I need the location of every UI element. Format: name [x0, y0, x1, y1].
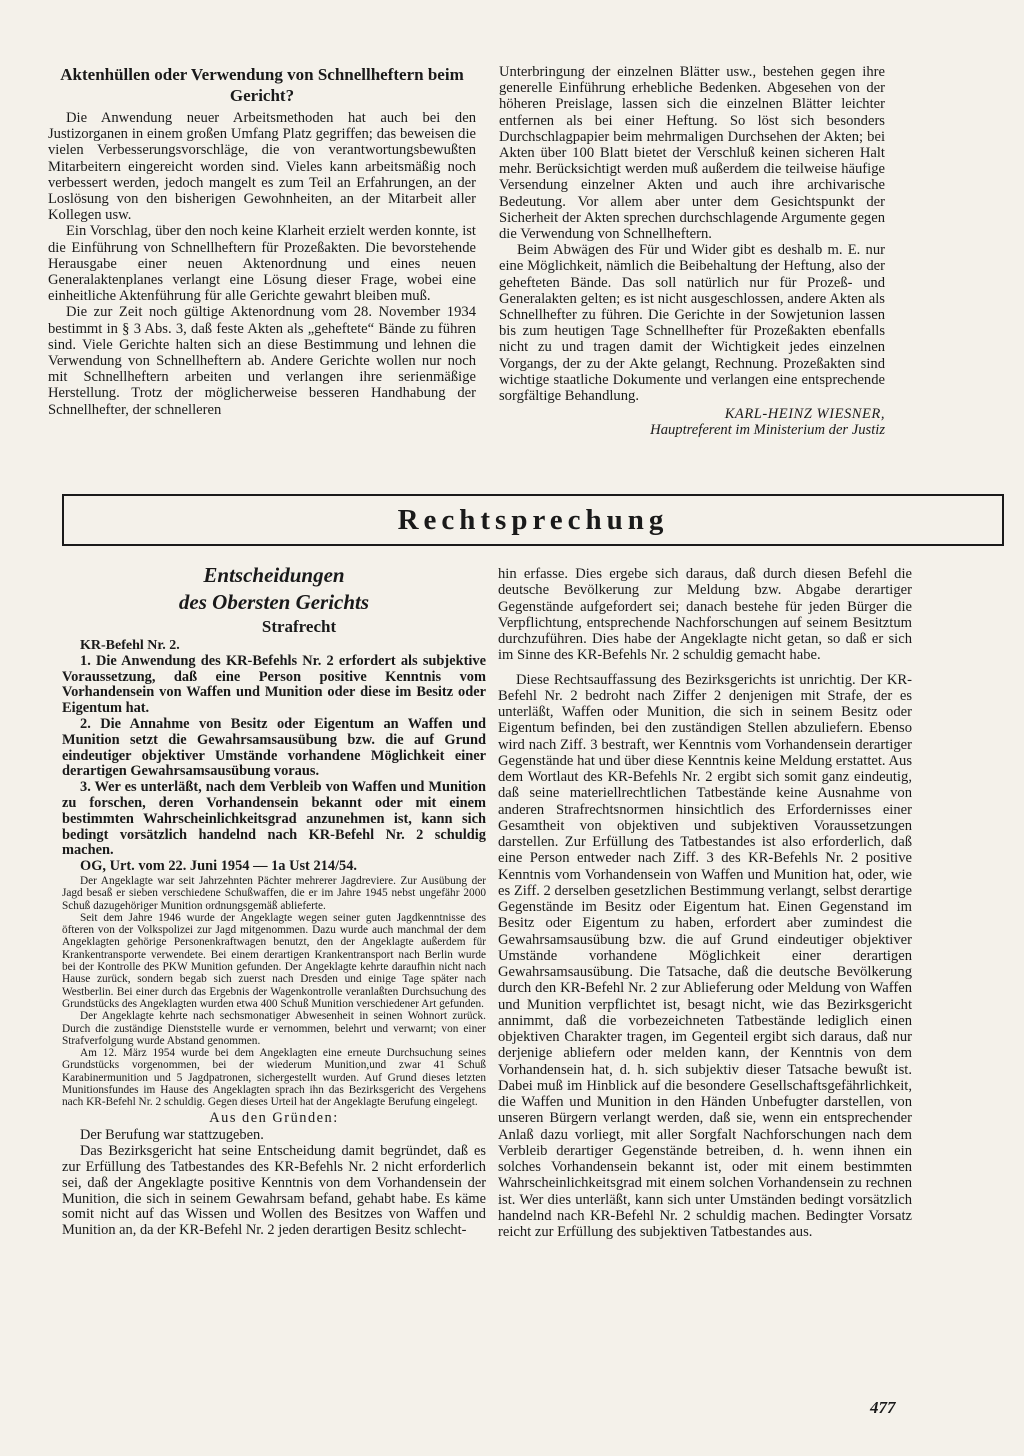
decision-heading: Entscheidungen	[203, 563, 345, 587]
author-name: KARL-HEINZ WIESNER,	[724, 406, 885, 423]
decision-heading: des Obersten Gerichts	[178, 590, 370, 614]
facts-paragraph: Der Angeklagte war seit Jahrzehnten Pächter mehrerer Jagdreviere. Zur Ausübung der Jagd besaß er sieben verschiedene Schußwaffen, die er im Jahre 1945 nebst ungefähr 2000 Schuß dazugehöriger Munition ordnungsgemäß ablieferte.	[62, 874, 486, 912]
article-paragraph: Die Anwendung neuer Arbeitsmethoden hat auch bei den Justizorganen in einem großen Umfang Platz gegriffen; das beweisen die vielen Verbesserungsvorschläge, die von verantwortungsbewußten Mitarbeitern eingereicht worden sind. Vieles kann arbeitsmäßig noch verbessert werden, jedoch mangelt es zum Teil an Erfahrungen, an der Loslösung von den bisherigen Gewohnheiten, an der Mitarbeit aller Kollegen usw.	[48, 110, 476, 224]
facts-paragraph: Am 12. März 1954 wurde bei dem Angeklagten eine erneute Durchsuchung seines Grundstücks vorgenommen, bei der wiederum Munition,und zwar 41 Schuß Karabinermunition und 5 Jagdpatronen, sichergestellt wurden. Auf Grund dieses letzten Munitionsfundes im Hause des Angeklagten sprach ihn das Bezirksgericht des Vergehens nach KR-Befehl Nr. 2 schuldig. Gegen dieses Urteil hat der Angeklagte Berufung eingelegt.	[62, 1047, 486, 1109]
headnote: 1. Die Anwendung des KR-Befehls Nr. 2 erfordert als subjektive Voraussetzung, daß eine Person positive Kenntnis vom Vorhandensein von Waffen und Munition oder diese im Besitz oder Eigentum hat.	[62, 652, 486, 717]
reasons-paragraph: Der Berufung war stattzugeben.	[80, 1127, 264, 1144]
article-title: Aktenhüllen oder Verwendung von Schnellheftern beim Gericht?	[60, 65, 464, 105]
reasons-heading: Aus den Gründen:	[209, 1109, 339, 1126]
decision-subheading: Strafrecht	[261, 617, 337, 636]
article-paragraph: Ein Vorschlag, über den noch keine Klarheit erzielt werden konnte, ist die Einführung von Schnellheftern für Prozeßakten. Die bevorstehende Herausgabe einer neuen Aktenordnung und eines neuen Generalaktenplanes verlangt eine Lösung dieser Frage, wobei eine einheitliche Aktenführung für alle Gerichte gewahrt bleiben muß.	[48, 223, 476, 305]
headnote: 3. Wer es unterläßt, nach dem Verbleib von Waffen und Munition zu forschen, deren Vorhandensein bekannt oder mit einem bestimmten Wahrscheinlichkeitsgrad anzunehmen ist, kann sich bedingt vorsätzlich handelnd nach KR-Befehl Nr. 2 schuldig machen.	[62, 779, 486, 859]
section-banner	[62, 494, 1004, 546]
citation: OG, Urt. vom 22. Juni 1954 — 1a Ust 214/54.	[80, 858, 358, 875]
page-number: 477	[870, 1398, 896, 1417]
reasons-paragraph: Das Bezirksgericht hat seine Entscheidung damit begründet, daß es zur Erfüllung des Tatbestandes des KR-Befehls Nr. 2 nicht erforderlich sei, daß der Angeklagte positive Kenntnis von dem Vorhandensein der Munition, die sich in seinem Gewahrsam befand, gehabt habe. Es käme somit nicht auf das Wissen und Wollen des Besitzes von Waffen und Munition an, da der KR-Befehl Nr. 2 jeden derartigen Besitz schlecht-	[62, 1143, 486, 1239]
decision-left-column	[62, 562, 486, 1239]
article-paragraph: Unterbringung der einzelnen Blätter usw., bestehen gegen ihre generelle Einführung erhebliche Bedenken. Abgesehen von der höheren Preislage, lassen sich die einzelnen Blätter leichter entfernen als bei einer Heftung. So löst sich besonders Durchschlagpapier beim mehrmaligen Durchsehen der Akten; bei Akten über 100 Blatt bietet der Verschluß keinen sicheren Halt mehr. Berücksichtigt werden muß außerdem die teilweise häufige Versendung einzelner Akten und auch ihre archivarische Bedeutung. Vor allem aber unter dem Gesichtspunkt der Sicherheit der Akten sprechen durchschlagende Argumente gegen die Verwendung von Schnellheftern.	[499, 64, 885, 243]
headnote: 2. Die Annahme von Besitz oder Eigentum an Waffen und Munition setzt die Gewahrsamsausübung bzw. die auf Grund eindeutiger objektiver Umstände vorhandene Möglichkeit einer derartigen Gewahrsamsausübung voraus.	[62, 715, 486, 780]
author-role: Hauptreferent im Ministerium der Justiz	[650, 422, 885, 439]
section-banner-title: Rechtsprechung	[397, 503, 669, 536]
facts-paragraph: Seit dem Jahre 1946 wurde der Angeklagte wegen seiner guten Jagdkenntnisse des öfteren von der Volkspolizei zur Jagd mitgenommen. Dazu wurde auch manchmal der dem Angeklagten gehörige Personenkraftwagen benutzt, den der Angeklagte außerdem für Krankentransporte verwendete. Bei einem derartigen Krankentransport nach Berlin wurde bei der Kontrolle des PKW Munition gefunden. Der Angeklagte kehrte daraufhin nicht nach Hause zurück, sondern begab sich zuerst nach Dresden und einige Tage später nach Westberlin. Bei einer durch das Ergebnis der Wagenkontrolle veranlaßten Durchsuchung des Grundstücks des Angeklagten wurden etwa 400 Schuß Munition verschiedener Art gefunden.	[62, 911, 486, 1010]
decision-right-column	[498, 566, 912, 1240]
reasons-paragraph: hin erfasse. Dies ergebe sich daraus, daß durch diesen Befehl die deutsche Bevölkerung zur Meldung bzw. Abgabe derartiger Gegenstände aufgefordert sei; danach bestehe für jeden Bürger die Verpflichtung, entsprechende Nachforschungen auf seinem Besitztum durchzuführen. Dies habe der Angeklagte nicht getan, so daß er sich im Sinne des KR-Befehls Nr. 2 schuldig gemacht habe.	[498, 566, 912, 664]
reasons-paragraph: Diese Rechtsauffassung des Bezirksgerichts ist unrichtig. Der KR-Befehl Nr. 2 bedroht nach Ziffer 2 denjenigen mit Strafe, der es unterläßt, Waffen oder Munition, die sich in seinem Besitz oder Eigentum befinden, bei den zuständigen Stellen abzuliefern. Ebenso wird nach Ziff. 3 bestraft, wer Kenntnis vom Vorhandensein derartiger Gegenstände hat und über diese Kenntnis keine Meldung erstattet. Aus dem Wortlaut des KR-Befehls Nr. 2 ergibt sich somit ganz eindeutig, daß seine materiellrechtlichen Tatbestände keine Ausnahme von anderen Strafrechtsnormen hinsichtlich des Erfordernisses einer Gesamtheit von objektiven und subjektiven Voraussetzungen darstellen. Zur Erfüllung des Tatbestandes ist also erforderlich, daß eine Person entweder nach Ziff. 3 des KR-Befehls Nr. 2 positive Kenntnis vom Vorhandensein von Waffen und Munition hat, oder, wie es Ziff. 2 derselben gesetzlichen Bestimmung verlangt, selbst derartige Gegenstände im Besitz oder Eigentum hat. Einen Gegenstand im Besitz oder Eigentum zu haben, erfordert aber zumindest die Gewahrsamsausübung bzw. die auf Grund eindeutiger objektiver Umstände vorhandene Möglichkeit einer derartigen Gewahrsamsausübung. Die Tatsache, daß die deutsche Bevölkerung durch den KR-Befehl Nr. 2 zur Ablieferung oder Meldung von Waffen und Munition verpflichtet ist, besagt nicht, wie das Bezirksgericht annimmt, daß die vorbezeichneten Tatbestände lediglich einen objektiven Charakter tragen, im Gegenteil ergibt sich daraus, daß nur derjenige abliefern oder melden kann, der Kenntnis von dem Vorhandensein hat, d. h. sich subjektiv dieser Tatsache bewußt ist. Dabei muß im Hinblick auf die besondere Gesellschaftsgefährlichkeit, die Waffen und Munition in den Händen Unbefugter darstellen, von unseren Bürgern verlangt werden, daß sie, wenn ein entsprechender Anlaß dazu vorliegt, mit aller Sorgfalt Nachforschungen nach dem Verbleib derartiger Gegenstände betreiben, d. h. wenn ihnen ein solches Vorhandensein bekannt ist, oder mit einem bestimmten Wahrscheinlichkeitsgrad mit einem solchen Vorhandensein zu rechnen ist. Wer dies unterläßt, kann sich unter Umständen bedingt vorsätzlich handelnd nach KR-Befehl Nr. 2 schuldig machen. Bedingter Vorsatz reicht zur Erfüllung des subjektiven Tatbestandes aus.	[498, 671, 912, 1240]
facts-paragraph: Der Angeklagte kehrte nach sechsmonatiger Abwesenheit in seinen Wohnort zurück. Durch die zuständige Dienststelle wurde er vernommen, belehrt und verwarnt; von einer Strafverfolgung wurde Abstand genommen.	[62, 1010, 486, 1047]
article-paragraph: Beim Abwägen des Für und Wider gibt es deshalb m. E. nur eine Möglichkeit, nämlich die Beibehaltung der Heftung, also der gehefteten Bände. Das soll natürlich nur für Prozeß- und Generalakten gelten; es ist nicht ausgeschlossen, andere Akten als Schnellhefter zu führen. Die Gerichte in der Sowjetunion lassen bis zum heutigen Tage Schnellhefter für Prozeßakten ebenfalls nicht zu und tragen damit der Wichtigkeit jedes einzelnen Vorgangs, der zu der Akte gelangt, Rechnung. Prozeßakten sind wichtige staatliche Dokumente und verlangen eine entsprechende sorgfältige Behandlung.	[499, 242, 885, 405]
law-reference: KR-Befehl Nr. 2.	[80, 638, 180, 653]
article-paragraph: Die zur Zeit noch gültige Aktenordnung vom 28. November 1934 bestimmt in § 3 Abs. 3, daß feste Akten als „geheftete“ Bände zu führen sind. Viele Gerichte halten sich an diese Bestimmung und lehnen die Verwendung von Schnellheftern ab. Andere Gerichte wollen nur noch mit Schnellheftern arbeiten und verlangen ihre serienmäßige Herstellung. Trotz der möglicherweise besseren Handhabung der Schnellhefter, der schnelleren	[48, 304, 476, 418]
article-left-column	[48, 64, 476, 418]
article-right-column	[499, 64, 885, 439]
